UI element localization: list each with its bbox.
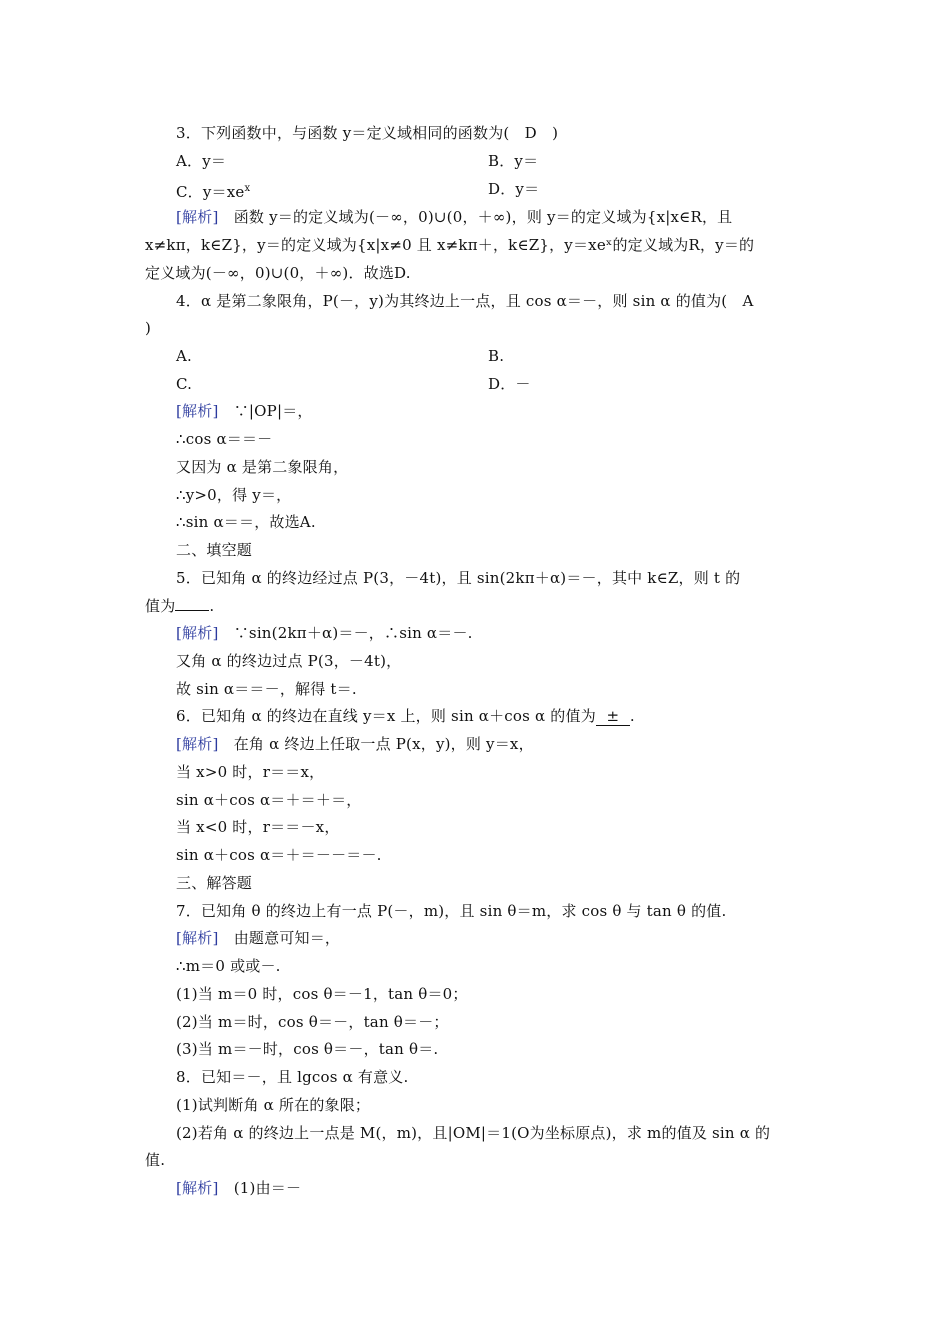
q4-solution-line-2: ∴cos α＝＝－	[176, 430, 273, 448]
q5-answer-blank	[175, 610, 209, 611]
q6-solution-line-4: 当 x<0 时，r＝＝－x，	[176, 818, 340, 836]
solution-tag: [解析]	[176, 624, 219, 642]
q7-solution-line-1	[176, 928, 340, 948]
q4-option-b: B.	[488, 347, 505, 365]
q4-solution-line-3: 又因为 α 是第二象限角，	[176, 458, 349, 476]
q3-option-c	[176, 179, 250, 202]
q7-solution-line-5: (3)当 m＝－时，cos θ＝－，tan θ＝.	[176, 1040, 439, 1058]
q5-solution-line-2: 又角 α 的终边过点 P(3，－4t)，	[176, 652, 402, 670]
q4-option-c: C.	[176, 375, 193, 393]
q7-solution-line-4: (2)当 m＝时，cos θ＝－，tan θ＝－；	[176, 1013, 449, 1031]
q3-solution-line-2: x≠kπ，k∈Z}，y＝的定义域为{x|x≠0 且 x≠kπ＋，k∈Z}，y＝xeˣ的定义域为R，y＝的	[145, 236, 755, 254]
q8-part-2-line-1: (2)若角 α 的终边上一点是 M(，m)，且|OM|＝1(O为坐标原点)，求 m的值及 sin α 的	[176, 1124, 771, 1142]
q5-solution-line-1	[176, 623, 473, 643]
q5-stem-suffix: .	[209, 597, 215, 615]
q5-stem-line-1: 5．已知角 α 的终边经过点 P(3，－4t)，且 sin(2kπ＋α)＝－，其中 k∈Z，则 t 的	[176, 569, 741, 587]
solution-tag: [解析]	[176, 1179, 219, 1197]
q8-part-2-line-2: 值.	[145, 1151, 166, 1169]
q8-stem: 8．已知＝－，且 lgcos α 有意义.	[176, 1068, 409, 1086]
q7-solution-text-1: 由题意可知＝，	[218, 929, 341, 947]
q6-solution-line-5: sin α＋cos α＝＋＝－－＝－.	[176, 846, 382, 864]
q4-option-d: D．－	[488, 375, 531, 393]
q7-solution-line-3: (1)当 m＝0 时，cos θ＝－1，tan θ＝0；	[176, 985, 468, 1003]
solution-tag: [解析]	[176, 929, 219, 947]
q4-solution-line-4: ∴y>0，得 y＝，	[176, 486, 292, 504]
q8-solution-line-1	[176, 1178, 301, 1198]
solution-tag: [解析]	[176, 402, 219, 420]
q7-solution-line-2: ∴m＝0 或或－.	[176, 957, 281, 975]
q3-option-d: D．y＝	[488, 180, 540, 198]
q6-solution-line-2: 当 x>0 时，r＝＝x，	[176, 763, 325, 781]
q6-solution-text-1: 在角 α 终边上任取一点 P(x，y)，则 y＝x，	[218, 735, 534, 753]
q3-option-c-base: C．y＝xe	[176, 183, 245, 201]
solution-tag: [解析]	[176, 208, 219, 226]
q6-solution-line-3: sin α＋cos α＝＋＝＋＝，	[176, 791, 362, 809]
q3-option-a: A．y＝	[176, 152, 227, 170]
q3-solution-text-1: 函数 y＝的定义域为(－∞，0)∪(0，＋∞)，则 y＝的定义域为{x|x∈R，且	[218, 208, 733, 226]
q8-solution-text-1: (1)由＝－	[218, 1179, 302, 1197]
q8-part-1: (1)试判断角 α 所在的象限；	[176, 1096, 371, 1114]
q3-solution-line-3: 定义域为(－∞，0)∪(0，＋∞)．故选D.	[145, 264, 411, 282]
q4-option-a: A.	[176, 347, 193, 365]
q6-stem-suffix: .	[629, 707, 635, 725]
q3-option-c-exponent: x	[244, 183, 251, 194]
solution-tag: [解析]	[176, 735, 219, 753]
q3-stem: 3．下列函数中，与函数 y＝定义域相同的函数为( D )	[176, 124, 559, 142]
q6-stem-text: 6．已知角 α 的终边在直线 y＝x 上，则 sin α＋cos α 的值为	[176, 707, 596, 725]
q4-stem-line-1: 4．α 是第二象限角，P(－，y)为其终边上一点，且 cos α＝－，则 sin α 的值为( A	[176, 292, 754, 310]
q6-solution-line-1	[176, 734, 534, 754]
section-heading-fill-in: 二、填空题	[176, 541, 253, 559]
q5-stem-prefix: 值为	[145, 597, 176, 615]
q4-solution-line-5: ∴sin α＝＝，故选A.	[176, 513, 316, 531]
q4-solution-line-1	[176, 401, 313, 421]
q3-option-b: B．y＝	[488, 152, 539, 170]
q6-answer-blank: ±	[596, 708, 630, 726]
q5-stem-line-2	[145, 596, 214, 616]
q6-stem	[176, 706, 635, 726]
q4-stem-line-2: )	[145, 319, 152, 337]
q5-solution-text-1: ∵sin(2kπ＋α)＝－，∴sin α＝－.	[218, 624, 473, 642]
q3-solution-line-1	[176, 207, 732, 227]
section-heading-solve: 三、解答题	[176, 874, 253, 892]
q7-stem: 7．已知角 θ 的终边上有一点 P(－，m)，且 sin θ＝m，求 cos θ 与 tan θ 的值.	[176, 902, 727, 920]
q5-solution-line-3: 故 sin α＝＝－，解得 t＝.	[176, 680, 357, 698]
q4-solution-text-1: ∵|OP|＝，	[218, 402, 313, 420]
